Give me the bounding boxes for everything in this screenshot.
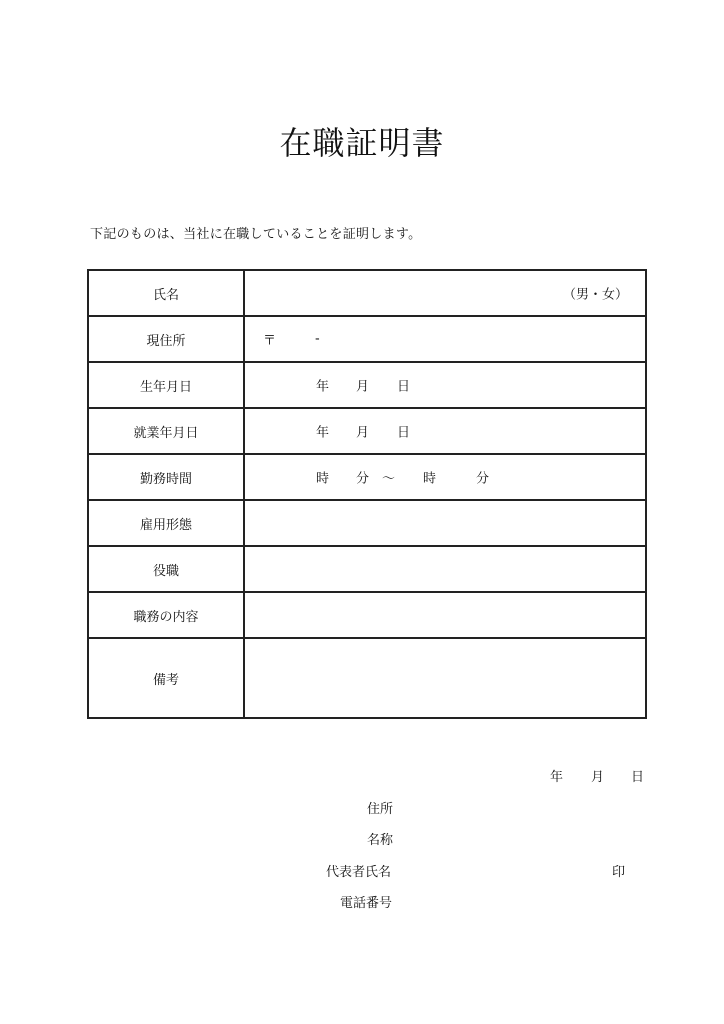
- postal-dash: -: [315, 331, 320, 347]
- label-birthdate: 生年月日: [88, 362, 244, 408]
- birth-year-unit: 年: [316, 379, 330, 395]
- representative-name-label: 代表者氏名: [326, 865, 392, 880]
- form-row-hire-date: [88, 408, 646, 454]
- form-row-duties: [88, 592, 646, 638]
- birth-day-unit: 日: [397, 379, 411, 395]
- hire-month-unit: 月: [356, 425, 370, 441]
- issue-day-unit: 日: [631, 770, 645, 785]
- issuer-name-label: 名称: [367, 833, 394, 848]
- label-employment-type: 雇用形態: [88, 500, 244, 546]
- intro-statement: 下記のものは、当社に在職していることを証明します。: [90, 227, 422, 242]
- value-birthdate[interactable]: [244, 362, 646, 408]
- postal-mark: 〒: [263, 333, 277, 349]
- form-row-position: [88, 546, 646, 592]
- form-row-employment-type: [88, 500, 646, 546]
- issue-year-unit: 年: [550, 770, 564, 785]
- label-position: 役職: [88, 546, 244, 592]
- form-row-remarks: [88, 638, 646, 718]
- label-address: 現住所: [88, 316, 244, 362]
- label-name: 氏名: [88, 270, 244, 316]
- label-duties: 職務の内容: [88, 592, 244, 638]
- start-hour-unit: 時: [316, 471, 330, 487]
- form-row-address: [88, 316, 646, 362]
- issue-month-unit: 月: [591, 770, 605, 785]
- end-hour-unit: 時: [423, 471, 437, 487]
- value-duties[interactable]: [244, 592, 646, 638]
- value-name[interactable]: [244, 270, 646, 316]
- birth-month-unit: 月: [356, 379, 370, 395]
- value-hire-date[interactable]: [244, 408, 646, 454]
- issuer-address-label: 住所: [367, 802, 394, 817]
- phone-number-label: 電話番号: [340, 896, 393, 911]
- value-position[interactable]: [244, 546, 646, 592]
- time-range-tilde: 〜: [382, 471, 396, 487]
- form-row-work-hours: [88, 454, 646, 500]
- form-row-name: [88, 270, 646, 316]
- form-row-birthdate: [88, 362, 646, 408]
- start-minute-unit: 分: [356, 471, 370, 487]
- label-hire-date: 就業年月日: [88, 408, 244, 454]
- end-minute-unit: 分: [476, 471, 490, 487]
- gender-choice: （男・女）: [563, 287, 629, 303]
- hire-day-unit: 日: [397, 425, 411, 441]
- document-title: 在職証明書: [279, 124, 445, 162]
- value-work-hours[interactable]: [244, 454, 646, 500]
- certificate-form-table: [87, 269, 647, 719]
- label-remarks: 備考: [88, 638, 244, 718]
- value-address[interactable]: [244, 316, 646, 362]
- value-employment-type[interactable]: [244, 500, 646, 546]
- value-remarks[interactable]: [244, 638, 646, 718]
- hire-year-unit: 年: [316, 425, 330, 441]
- label-work-hours: 勤務時間: [88, 454, 244, 500]
- seal-mark: 印: [612, 865, 626, 880]
